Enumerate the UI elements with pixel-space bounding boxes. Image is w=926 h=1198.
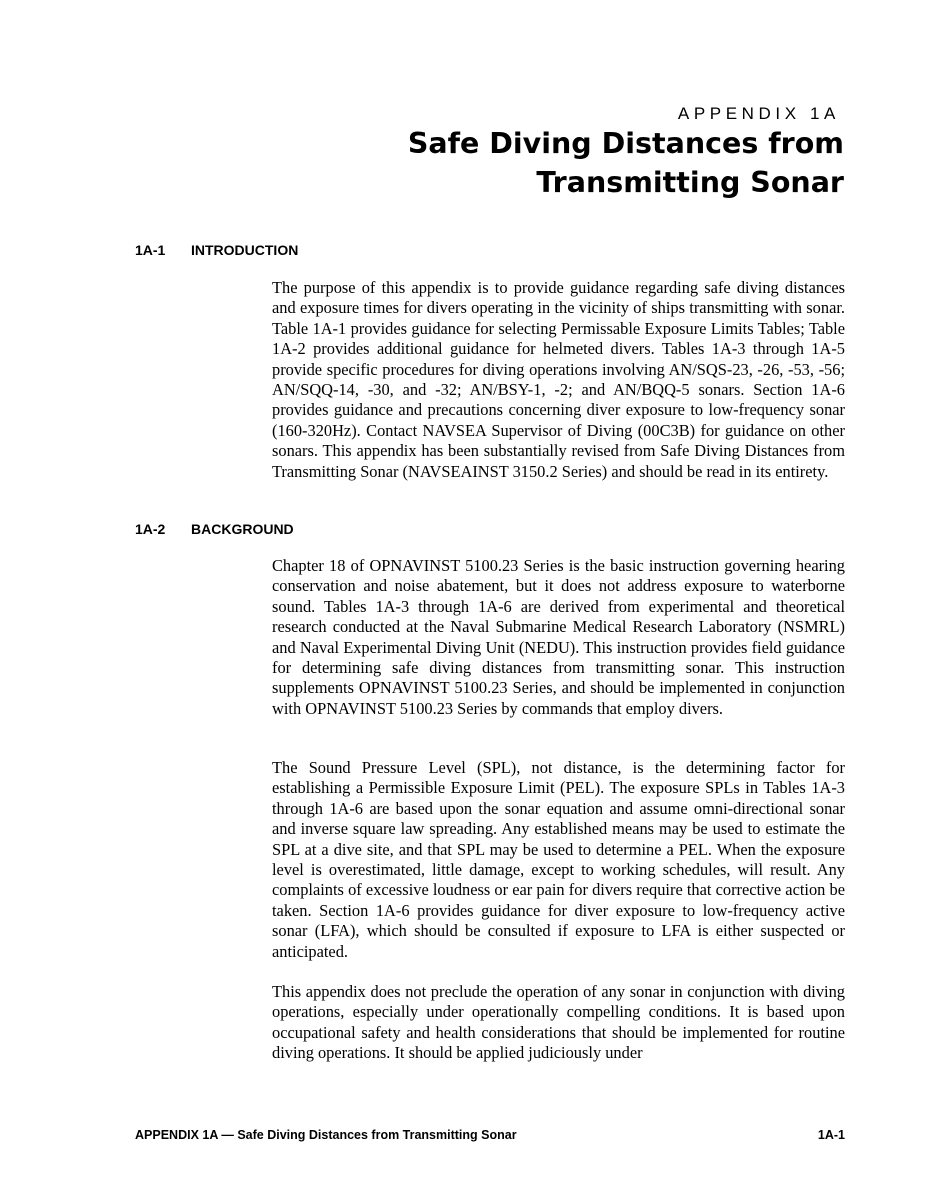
section-heading-introduction [135,242,298,258]
page-title-line-1: Safe Diving Distances from [407,127,844,160]
background-paragraph-2: The Sound Pressure Level (SPL), not distance, is the determining factor for establishing a Permissible Exposure Limit (PEL). The exposure SPLs in Tables 1A-3 through 1A-6 are based upon the sonar equation and assume omni-directional sonar and inverse square law spreading. Any established means may be used to estimate the SPL at a dive site, and that SPL may be used to determine a PEL. When the exposure level is overestimated, little damage, except to working schedules, will result. Any complaints of excessive loudness or ear pain for divers require that corrective action be taken. Section 1A-6 provides guidance for diver exposure to low-frequency active sonar (LFA), which should be consulted if exposure to LFA is either suspected or anticipated. [272,758,845,961]
footer-title: APPENDIX 1A — Safe Diving Distances from Transmitting Sonar [135,1128,517,1142]
page-number: 1A-1 [817,1128,845,1142]
page-title-line-2: Transmitting Sonar [536,166,844,199]
section-number: 1A-2 [135,521,166,537]
appendix-label: APPENDIX 1A [677,104,840,123]
background-paragraph-1: Chapter 18 of OPNAVINST 5100.23 Series is the basic instruction governing hearing conservation and noise abatement, but it does not address exposure to waterborne sound. Tables 1A-3 through 1A-6 are derived from experimental and theoretical research conducted at the Naval Submarine Medical Research Laboratory (NSMRL) and Naval Experimental Diving Unit (NEDU). This instruction provides field guidance for determining safe diving distances from transmitting sonar. This instruction supplements OPNAVINST 5100.23 Series, and should be implemented in conjunction with OPNAVINST 5100.23 Series by commands that employ divers. [272,556,845,718]
section-heading-background [135,521,294,537]
background-paragraph-3: This appendix does not preclude the operation of any sonar in conjunction with diving operations, especially under operationally compelling conditions. It is based upon occupational safety and health considerations that should be implemented for routine diving operations. It should be applied judiciously under [272,982,845,1063]
section-number: 1A-1 [135,242,166,258]
section-title: BACKGROUND [191,521,294,537]
page-title [144,124,844,202]
page-footer [135,1128,845,1142]
section-title: INTRODUCTION [191,242,299,258]
intro-paragraph: The purpose of this appendix is to provide guidance regarding safe diving distances and exposure times for divers operating in the vicinity of ships transmitting with sonar. Table 1A-1 provides guidance for selecting Permissable Exposure Limits Tables; Table 1A-2 provides additional guidance for helmeted divers. Tables 1A-3 through 1A-5 provide specific procedures for diving operations involving AN/SQS-23, -26, -53, -56; AN/SQQ-14, -30, and -32; AN/BSY-1, -2; and AN/BQQ-5 sonars. Section 1A-6 provides guidance and precautions concerning diver exposure to low-frequency sonar (160-320Hz). Contact NAVSEA Supervisor of Diving (00C3B) for guidance on other sonars. This appendix has been substantially revised from Safe Diving Distances from Transmitting Sonar (NAVSEAINST 3150.2 Series) and should be read in its entirety. [272,278,845,481]
